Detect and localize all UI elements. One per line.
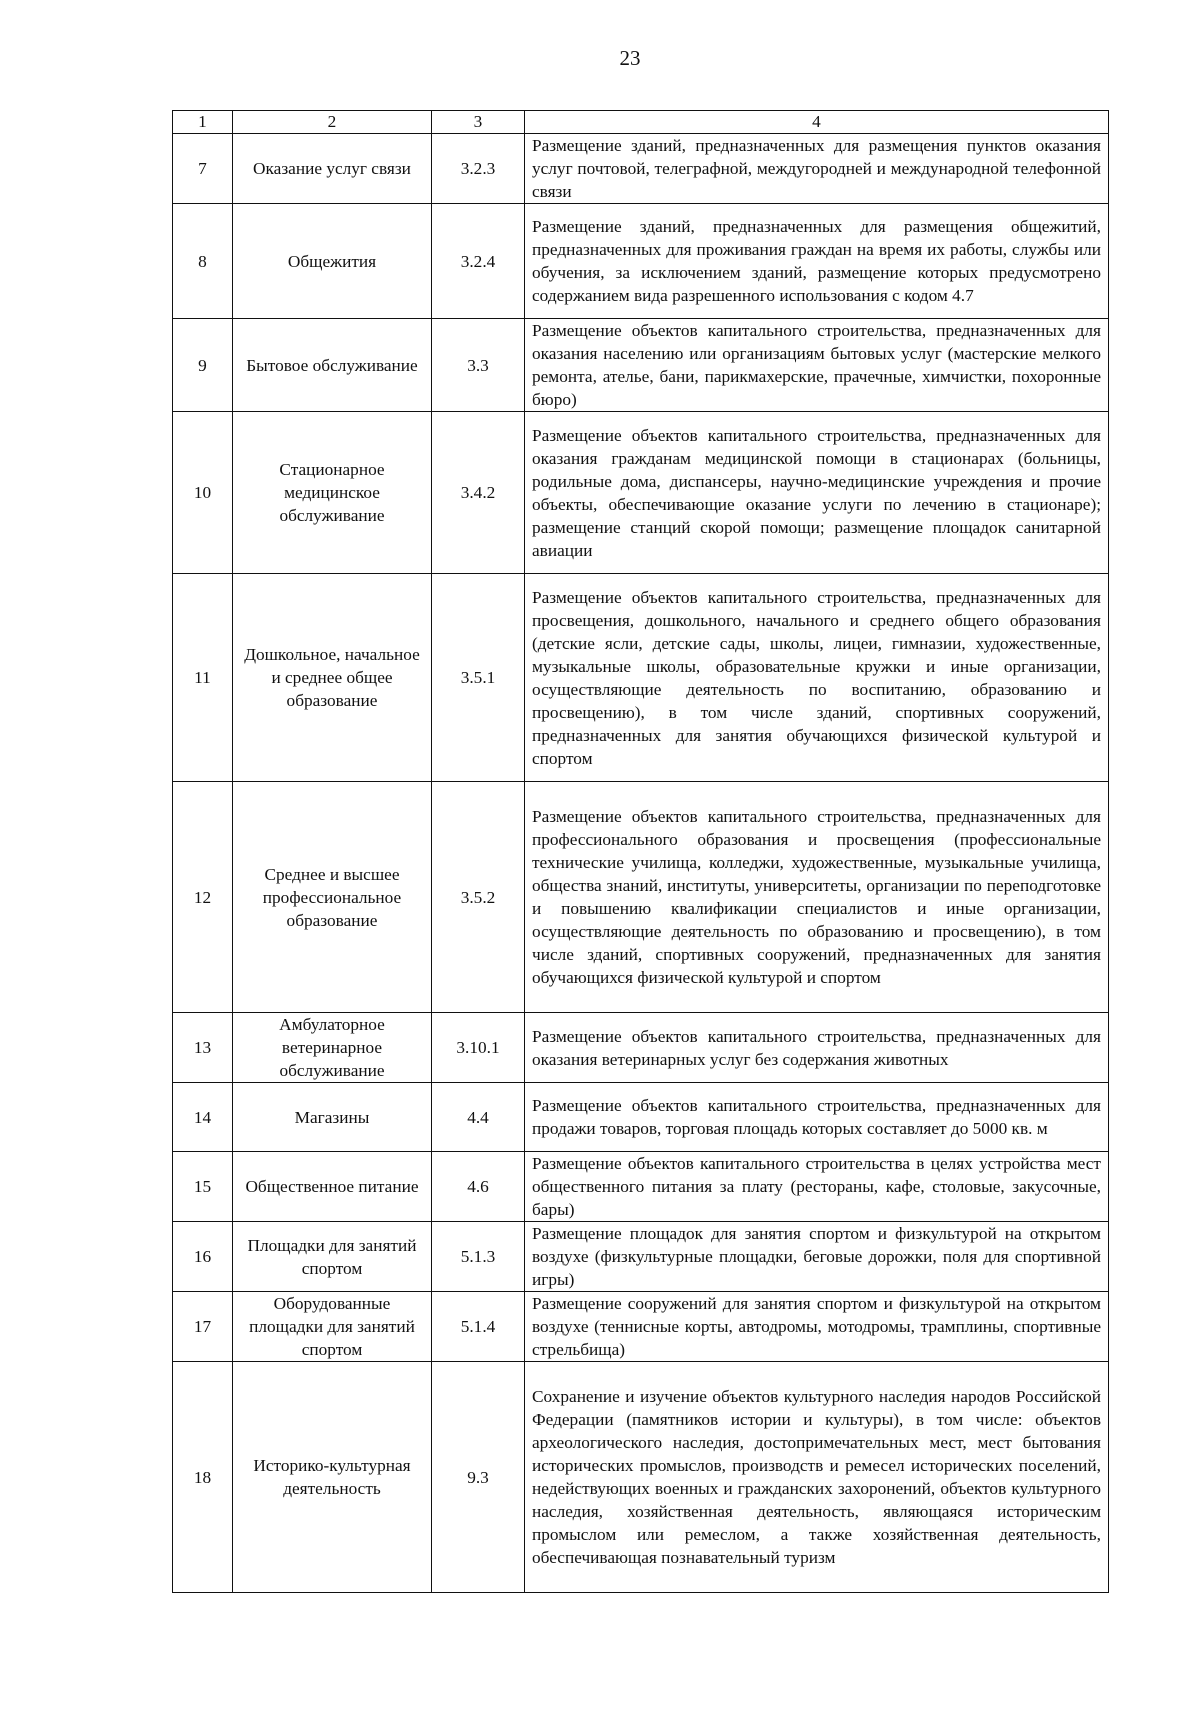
table-row [173, 319, 1109, 412]
use-type-name: Оказание услуг связи [233, 134, 432, 204]
use-type-name: Среднее и высшее профессиональное образование [233, 782, 432, 1013]
use-type-description: Размещение объектов капитального строительства, предназначенных для оказания ветеринарных услуг без содержания животных [525, 1013, 1109, 1083]
use-type-description: Размещение площадок для занятия спортом и физкультурой на открытом воздухе (физкультурные площадки, беговые дорожки, поля для спортивной игры) [525, 1222, 1109, 1292]
use-type-name: Площадки для занятий спортом [233, 1222, 432, 1292]
use-type-code: 4.4 [432, 1083, 525, 1152]
table-row [173, 782, 1109, 1013]
use-type-code: 5.1.3 [432, 1222, 525, 1292]
use-type-code: 3.3 [432, 319, 525, 412]
use-type-code: 3.5.2 [432, 782, 525, 1013]
row-number: 14 [173, 1083, 233, 1152]
column-header-4: 4 [525, 111, 1109, 134]
row-number: 15 [173, 1152, 233, 1222]
table-row [173, 134, 1109, 204]
use-type-description: Размещение объектов капитального строительства, предназначенных для оказания населению или организациям бытовых услуг (мастерские мелкого ремонта, ателье, бани, парикмахерские, прачечные, химчистки, похоронные бюро) [525, 319, 1109, 412]
use-type-name: Историко-культурная деятельность [233, 1362, 432, 1593]
land-use-table [172, 110, 1109, 1593]
table-row [173, 412, 1109, 574]
use-type-name: Общественное питание [233, 1152, 432, 1222]
table-row [173, 574, 1109, 782]
row-number: 7 [173, 134, 233, 204]
row-number: 11 [173, 574, 233, 782]
use-type-name: Стационарное медицинское обслуживание [233, 412, 432, 574]
use-type-description: Размещение зданий, предназначенных для размещения пунктов оказания услуг почтовой, телеграфной, междугородней и международной телефонной связи [525, 134, 1109, 204]
use-type-code: 4.6 [432, 1152, 525, 1222]
row-number: 9 [173, 319, 233, 412]
use-type-name: Общежития [233, 204, 432, 319]
table-row [173, 1083, 1109, 1152]
row-number: 12 [173, 782, 233, 1013]
table-row [173, 1362, 1109, 1593]
row-number: 17 [173, 1292, 233, 1362]
use-type-code: 3.2.3 [432, 134, 525, 204]
use-type-description: Размещение зданий, предназначенных для размещения общежитий, предназначенных для проживания граждан на время их работы, службы или обучения, за исключением зданий, размещение которых предусмотрено содержанием вида разрешенного использования с кодом 4.7 [525, 204, 1109, 319]
row-number: 8 [173, 204, 233, 319]
use-type-code: 3.10.1 [432, 1013, 525, 1083]
use-type-description: Размещение объектов капитального строительства, предназначенных для просвещения, дошкольного, начального и среднего общего образования (детские ясли, детские сады, школы, лицеи, гимназии, художественные, музыкальные школы, образовательные кружки и иные организации, осуществляющие деятельность по воспитанию, образованию и просвещению), в том числе зданий, спортивных сооружений, предназначенных для занятия обучающихся физической культурой и спортом [525, 574, 1109, 782]
column-header-1: 1 [173, 111, 233, 134]
use-type-name: Магазины [233, 1083, 432, 1152]
use-type-description: Сохранение и изучение объектов культурного наследия народов Российской Федерации (памятников истории и культуры), в том числе: объектов археологического наследия, достопримечательных мест, мест бытования исторических промыслов, производств и ремесел исторических поселений, недействующих военных и гражданских захоронений, объектов культурного наследия, хозяйственная деятельность, являющаяся историческим промыслом или ремеслом, а также хозяйственная деятельность, обеспечивающая познавательный туризм [525, 1362, 1109, 1593]
use-type-code: 3.2.4 [432, 204, 525, 319]
use-type-code: 3.5.1 [432, 574, 525, 782]
row-number: 16 [173, 1222, 233, 1292]
use-type-description: Размещение объектов капитального строительства, предназначенных для оказания гражданам медицинской помощи в стационарах (больницы, родильные дома, диспансеры, научно-медицинские учреждения и прочие объекты, обеспечивающие оказание услуги по лечению в стационаре); размещение станций скорой помощи; размещение площадок санитарной авиации [525, 412, 1109, 574]
use-type-name: Бытовое обслуживание [233, 319, 432, 412]
column-header-2: 2 [233, 111, 432, 134]
row-number: 18 [173, 1362, 233, 1593]
use-type-description: Размещение сооружений для занятия спортом и физкультурой на открытом воздухе (теннисные корты, автодромы, мотодромы, трамплины, спортивные стрельбища) [525, 1292, 1109, 1362]
table-row [173, 1013, 1109, 1083]
use-type-name: Дошкольное, начальное и среднее общее образование [233, 574, 432, 782]
use-type-code: 3.4.2 [432, 412, 525, 574]
table-row [173, 1292, 1109, 1362]
use-type-description: Размещение объектов капитального строительства в целях устройства мест общественного питания за плату (рестораны, кафе, столовые, закусочные, бары) [525, 1152, 1109, 1222]
table-header-row [173, 111, 1109, 134]
use-type-description: Размещение объектов капитального строительства, предназначенных для профессионального образования и просвещения (профессиональные технические училища, колледжи, художественные, музыкальные училища, общества знаний, институты, университеты, организации по переподготовке и повышению квалификации специалистов и иные организации, осуществляющие деятельность по образованию и просвещению), в том числе зданий, спортивных сооружений, предназначенных для занятия обучающихся физической культурой и спортом [525, 782, 1109, 1013]
table-row [173, 204, 1109, 319]
use-type-name: Амбулаторное ветеринарное обслуживание [233, 1013, 432, 1083]
table-row [173, 1152, 1109, 1222]
column-header-3: 3 [432, 111, 525, 134]
table-body [173, 134, 1109, 1593]
page-number: 23 [619, 46, 641, 70]
use-type-description: Размещение объектов капитального строительства, предназначенных для продажи товаров, торговая площадь которых составляет до 5000 кв. м [525, 1083, 1109, 1152]
use-type-name: Оборудованные площадки для занятий спортом [233, 1292, 432, 1362]
row-number: 10 [173, 412, 233, 574]
use-type-code: 9.3 [432, 1362, 525, 1593]
table-row [173, 1222, 1109, 1292]
use-type-code: 5.1.4 [432, 1292, 525, 1362]
row-number: 13 [173, 1013, 233, 1083]
